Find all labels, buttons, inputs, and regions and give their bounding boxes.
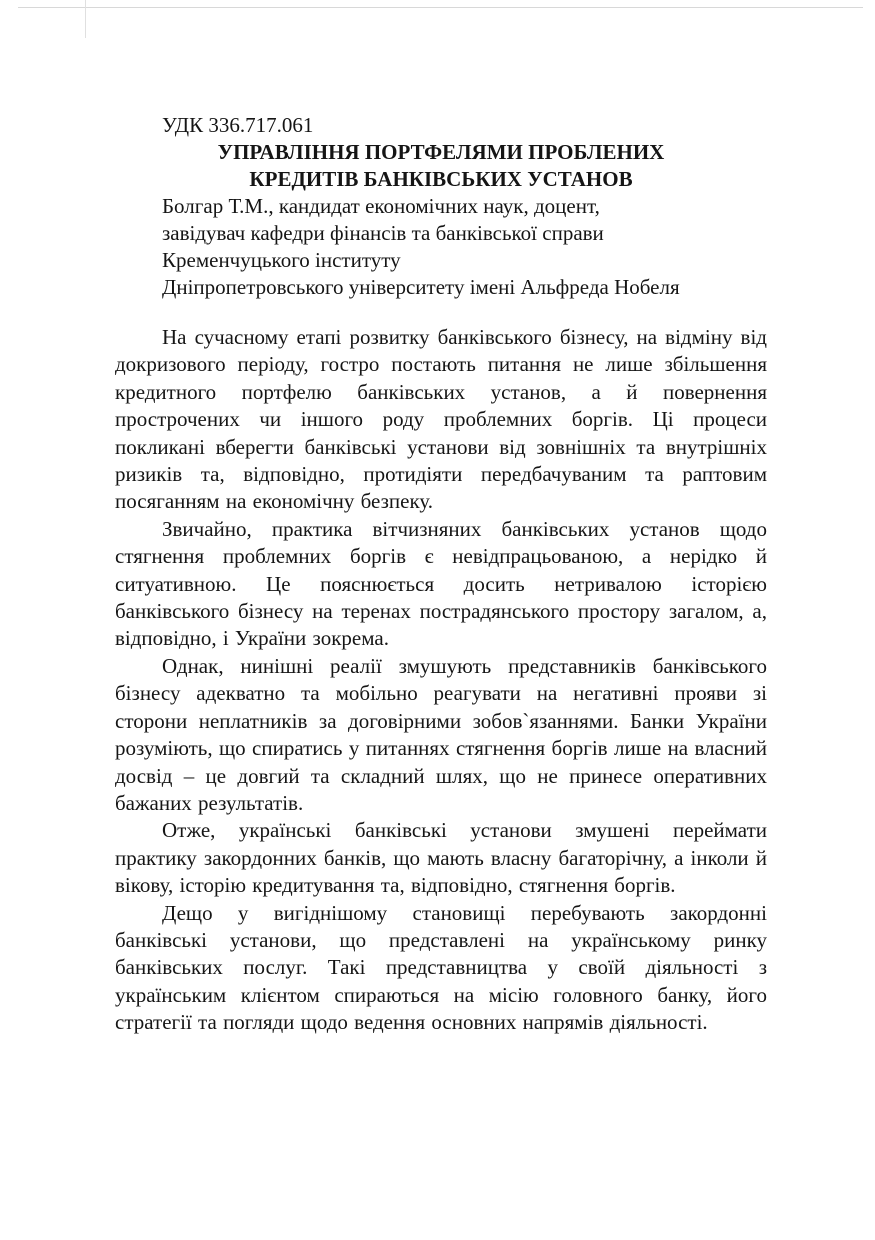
body-paragraph: Дещо у вигіднішому становищі перебувають закордонні банківські установи, що представлені на українському ринку банківських послуг. Такі представництва у своїй діяльності з українським клієнтом спираються на місію головного банку, його стратегії та погляди щодо ведення основних напрямів діяльності. [115, 900, 767, 1035]
udc-code: УДК 336.717.061 [162, 113, 314, 137]
author-line: Болгар Т.М., кандидат економічних наук, доцент, [162, 194, 600, 218]
author-line: завідувач кафедри фінансів та банківської справи [162, 221, 604, 245]
body-paragraph: Однак, нинішні реалії змушують представників банківського бізнесу адекватно та мобільно реагувати на негативні прояви зі сторони неплатників за договірними зобов`язаннями. Банки України розуміють, що спиратись у питаннях стягнення боргів лише на власний досвід – це довгий та складний шлях, що не принесе оперативних бажаних результатів. [115, 653, 767, 815]
scan-artifact-left-line [85, 0, 86, 38]
body-paragraph: Звичайно, практика вітчизняних банківських установ щодо стягнення проблемних боргів є невідпрацьованою, а нерідко й ситуативною. Це пояснюється досить нетривалою історією банківського бізнесу на теренах пострадянського простору загалом, а, відповідно, і України зокрема. [115, 516, 767, 651]
body-paragraph: Отже, українські банківські установи змушені переймати практику закордонних банків, що мають власну багаторічну, а інколи й вікову, історію кредитування та, відповідно, стягнення боргів. [115, 818, 767, 898]
author-line: Дніпропетровського університету імені Альфреда Нобеля [162, 275, 680, 299]
paper-title-line-2: КРЕДИТІВ БАНКІВСЬКИХ УСТАНОВ [249, 167, 633, 191]
author-block [115, 193, 767, 301]
body-paragraph: На сучасному етапі розвитку банківського бізнесу, на відміну від докризового періоду, гостро постають питання не лише збільшення кредитного портфелю банківських установ, а й повернення прострочених чи іншого роду проблемних боргів. Ці процеси покликані вберегти банківські установи від зовнішніх та внутрішніх ризиків та, відповідно, протидіяти передбачуваним та раптовим посяганням на економічну безпеку. [115, 325, 767, 514]
author-line: Кременчуцького інституту [162, 248, 401, 272]
paper-title-line-1: УПРАВЛІННЯ ПОРТФЕЛЯМИ ПРОБЛЕНИХ [217, 140, 665, 164]
scan-artifact-top-line [18, 7, 863, 8]
paper-body [115, 324, 767, 1037]
page-content [115, 112, 767, 1037]
